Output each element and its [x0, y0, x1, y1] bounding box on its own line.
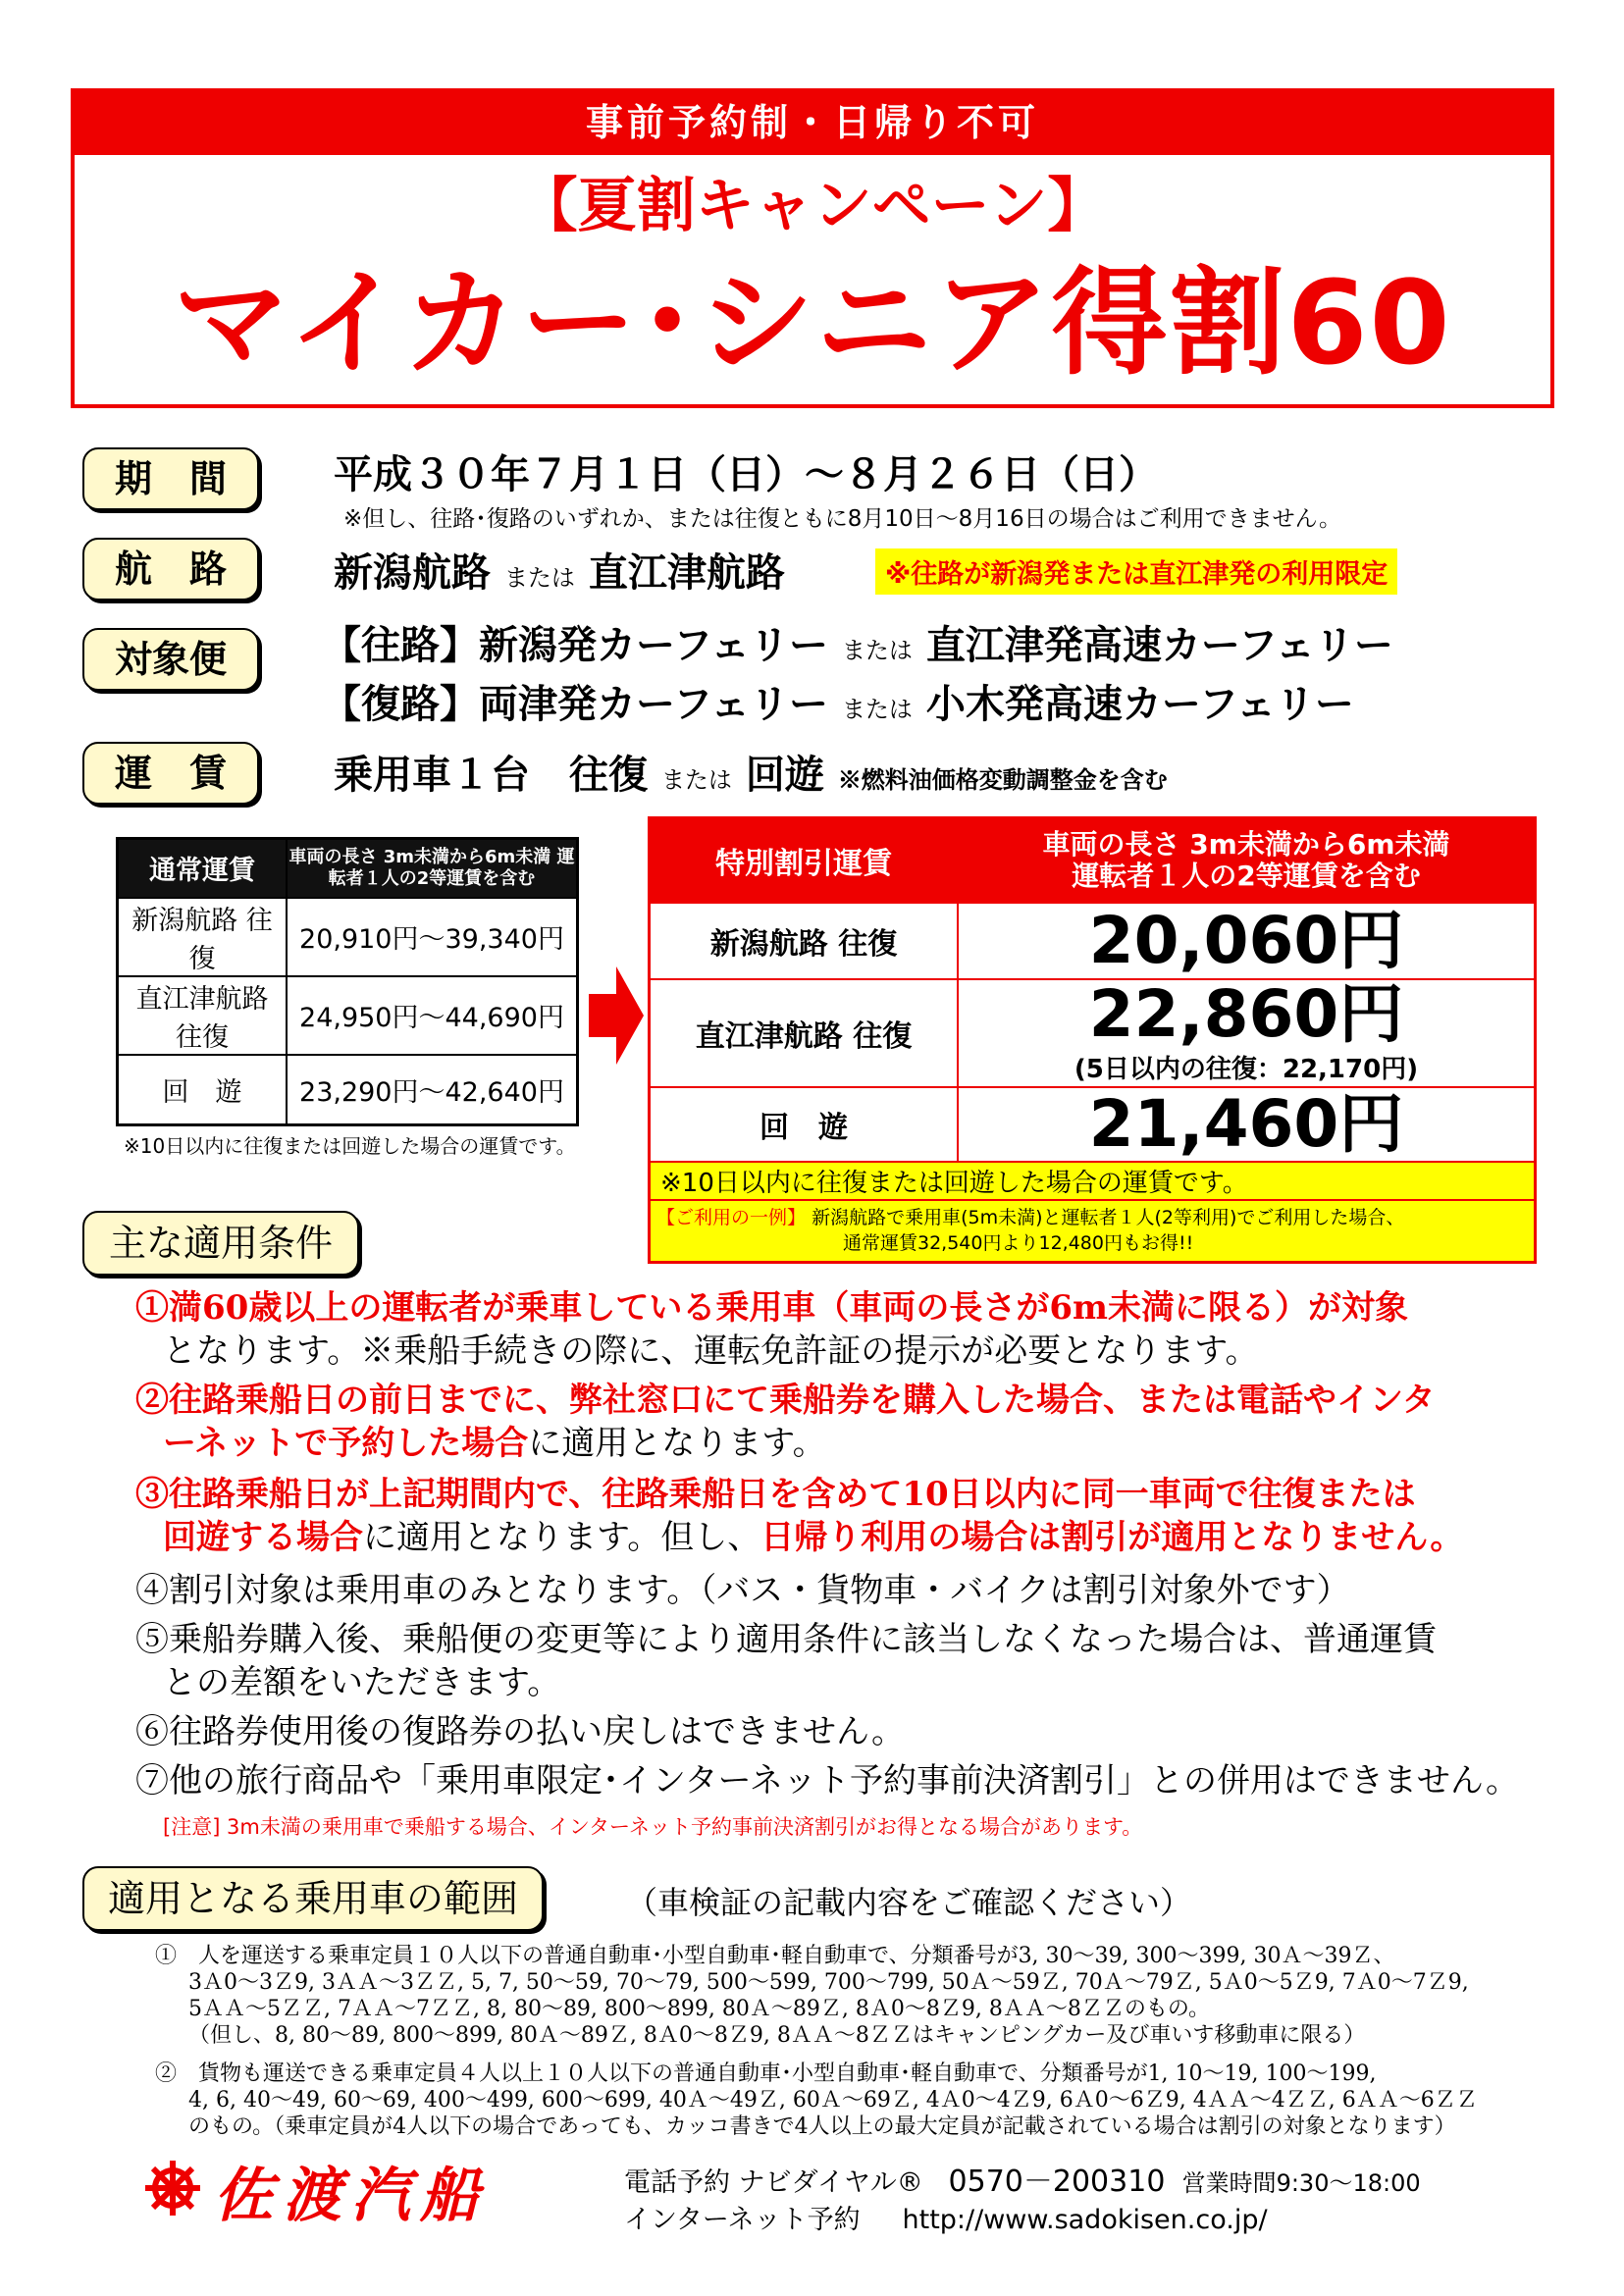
condition-2-line2	[163, 1421, 1556, 1466]
vehicle-1-line-1: ① 人を運送する乗車定員１０人以下の普通自動車･小型自動車･軽自動車で、分類番号が3, 30～39, 300～399, 30Ａ～39Ｚ、	[155, 1944, 1395, 1968]
fare-b: 回遊	[745, 752, 824, 798]
ret-a: 両津発カーフェリー	[479, 681, 828, 727]
route-highlight: ※往路が新潟発または直江津発の利用限定	[875, 548, 1397, 595]
footer-tel-line	[624, 2157, 1421, 2200]
tel-number[interactable]: 0570－200310	[948, 2165, 1166, 2199]
net-label: インターネット予約	[624, 2205, 861, 2235]
out-tag: 【往路】	[322, 622, 479, 668]
condition-7: ⑦他の旅行商品や「乗用車限定･インターネット予約事前決済割引」との併用はできません。	[135, 1761, 1519, 1800]
normal-header-1: 通常運賃	[118, 839, 288, 898]
route-or: または	[503, 564, 575, 592]
condition-1-red: ①満60歳以上の運転者が乗車している乗用車（車両の長さが6m未満に限る）が対象	[135, 1288, 1408, 1328]
normal-row-name: 新潟航路 往復	[118, 898, 288, 976]
route-niigata: 新潟航路	[334, 549, 491, 596]
route-naoetsu: 直江津航路	[588, 549, 785, 596]
normal-row-name: 直江津航路 往復	[118, 976, 288, 1055]
vehicle-1-line-4: （但し、8, 80～89, 800～899, 80Ａ～89Ｚ, 8Ａ0～8Ｚ9, 8ＡＡ～8ＺＺはキャンピングカー及び車いす移動車に限る）	[188, 2023, 1366, 2048]
period-label: 期 間	[82, 447, 259, 510]
company-name: 佐渡汽船	[214, 2162, 489, 2230]
fare-note: ※燃料油価格変動調整金を含む	[837, 765, 1168, 794]
special-fare-table	[648, 816, 1537, 1264]
condition-3-red-b: 回遊する場合	[163, 1518, 363, 1557]
tel-label: 電話予約 ナビダイヤル®	[624, 2167, 923, 2198]
company-logo-icon	[143, 2159, 202, 2218]
special-header-2	[958, 818, 1536, 903]
out-b: 直江津発高速カーフェリー	[925, 622, 1393, 668]
vehicle-class-1	[155, 1943, 1539, 2049]
special-row-value: 20,060円	[958, 903, 1536, 979]
condition-2-red: ②往路乗船日の前日までに、弊社窓口にて乗船券を購入した場合、または電話やインタ	[135, 1381, 1436, 1420]
special-example	[650, 1200, 1536, 1263]
footer-net-line	[624, 2198, 1268, 2236]
service-out	[322, 614, 1393, 670]
condition-1-black: となります。※乗船手続きの際に、運転免許証の提示が必要となります。	[163, 1331, 1259, 1371]
service-or-2: または	[841, 696, 913, 723]
condition-3-red-c: 日帰り利用の場合は割引が適用となりません。	[760, 1518, 1464, 1557]
special-row-name: 直江津航路 往復	[650, 979, 959, 1087]
service-return	[322, 673, 1354, 729]
condition-4: ④割引対象は乗用車のみとなります。（バス・貨物車・バイクは割引対象外です）	[135, 1571, 1350, 1610]
campaign-subtitle: 【夏割キャンペーン】	[518, 172, 1107, 240]
hours: 営業時間9:30～18:00	[1181, 2169, 1421, 2197]
normal-row-value: 24,950円～44,690円	[287, 976, 578, 1055]
example-line-2: 通常運賃32,540円より12,480円もお得!!	[843, 1232, 1194, 1255]
route-label: 航 路	[82, 538, 259, 600]
condition-6: ⑥往路券使用後の復路券の払い戻しはできません。	[135, 1712, 906, 1751]
fare-label: 運 賃	[82, 742, 259, 805]
arrow-right-icon	[589, 966, 644, 1065]
period-value: 平成３０年７月１日（日）～８月２６日（日）	[334, 451, 1158, 497]
vehicle-1-line-3: 5ＡＡ～5ＺＺ, 7ＡＡ～7ＺＺ, 8, 80～89, 800～899, 80Ａ～89Ｚ, 8Ａ0～8Ｚ9, 8ＡＡ～8ＺＺのもの。	[188, 1997, 1210, 2021]
special-row-name: 新潟航路 往復	[650, 903, 959, 979]
service-label: 対象便	[82, 628, 259, 691]
vehicle-2-line-2: 4, 6, 40～49, 60～69, 400～499, 600～699, 40Ａ～49Ｚ, 60Ａ～69Ｚ, 4Ａ0～4Ｚ9, 6Ａ0～6Ｚ9, 4ＡＡ～4ＺＺ, 6ＡＡ～6ＺＺ	[188, 2088, 1478, 2113]
example-tag: 【ご利用の一例】	[656, 1207, 807, 1229]
service-or: または	[841, 637, 913, 664]
condition-3-black: に適用となります。但し、	[363, 1518, 761, 1557]
special-row-value: 21,460円	[958, 1087, 1536, 1162]
special-note: ※10日以内に往復または回遊した場合の運賃です。	[650, 1162, 1536, 1200]
caution-note: [注意] 3m未満の乗用車で乗船する場合、インターネット予約事前決済割引がお得となる場合があります。	[163, 1815, 1143, 1839]
out-a: 新潟発カーフェリー	[479, 622, 828, 668]
fare-or: または	[660, 766, 732, 794]
condition-3-red: ③往路乗船日が上記期間内で、往路乗船日を含めて10日以内に同一車両で往復または	[135, 1475, 1416, 1514]
normal-header-2: 車両の長さ 3m未満から6m未満 運転者１人の2等運賃を含む	[287, 839, 578, 898]
special-row-value-cell	[958, 976, 1536, 1087]
condition-3-line2	[163, 1515, 1556, 1560]
vehicles-note: （車検証の記載内容をご確認ください）	[626, 1884, 1192, 1921]
condition-5b: との差額をいただきます。	[163, 1663, 561, 1702]
header-band: 事前予約制・日帰り不可	[75, 92, 1550, 155]
campaign-header	[71, 88, 1554, 408]
campaign-title: マイカー･シニア得割60	[173, 255, 1452, 391]
special-header-1: 特別割引運賃	[650, 818, 959, 903]
normal-row-value: 20,910円～39,340円	[287, 898, 578, 976]
period-note: ※但し、往路･復路のいずれか、または往復ともに8月10日～8月16日の場合はご利用できません。	[343, 506, 1341, 532]
website-link[interactable]: http://www.sadokisen.co.jp/	[902, 2205, 1268, 2235]
condition-2-black: に適用となります。	[528, 1424, 826, 1463]
special-row-value: 22,860円	[1088, 976, 1404, 1052]
fare-a: 乗用車１台 往復	[334, 752, 648, 798]
special-row-name: 回 遊	[650, 1087, 959, 1162]
condition-2-red-b: ーネットで予約した場合	[163, 1424, 529, 1463]
fare-row	[334, 744, 1168, 800]
example-line-1: 新潟航路で乗用車(5m未満)と運転者１人(2等利用)でご利用した場合、	[812, 1207, 1405, 1229]
ret-tag: 【復路】	[322, 681, 479, 727]
condition-5a: ⑤乗船券購入後、乗船便の変更等により適用条件に該当しなくなった場合は、普通運賃	[135, 1620, 1437, 1659]
route-row	[334, 542, 785, 598]
special-row-sub: (5日以内の往復：22,170円)	[1074, 1055, 1419, 1084]
vehicle-1-line-2: 3Ａ0～3Ｚ9, 3ＡＡ～3ＺＺ, 5, 7, 50～59, 70～79, 500～599, 700～799, 50Ａ～59Ｚ, 70Ａ～79Ｚ, 5Ａ0～5Ｚ9, 7Ａ0～7Ｚ9,	[188, 1970, 1469, 1995]
normal-fare-table	[116, 837, 579, 1126]
special-header-2a: 車両の長さ 3m未満から6m未満	[1042, 827, 1450, 861]
normal-row-name: 回 遊	[118, 1055, 288, 1125]
vehicle-class-2	[155, 2061, 1539, 2140]
conditions-label: 主な適用条件	[82, 1211, 359, 1276]
ret-b: 小木発高速カーフェリー	[925, 681, 1354, 727]
special-header-2b: 運転者１人の2等運賃を含む	[1072, 859, 1421, 892]
normal-row-value: 23,290円～42,640円	[287, 1055, 578, 1125]
normal-table-note: ※10日以内に往復または回遊した場合の運賃です。	[124, 1134, 576, 1158]
vehicle-2-line-3: のもの。（乗車定員が4人以下の場合であっても、カッコ書きで4人以上の最大定員が記載されている場合は割引の対象となります）	[188, 2114, 1456, 2139]
vehicle-2-line-1: ② 貨物も運送できる乗車定員４人以上１０人以下の普通自動車･小型自動車･軽自動車で、分類番号が1, 10～19, 100～199,	[155, 2061, 1377, 2086]
vehicles-label: 適用となる乗用車の範囲	[82, 1866, 544, 1931]
